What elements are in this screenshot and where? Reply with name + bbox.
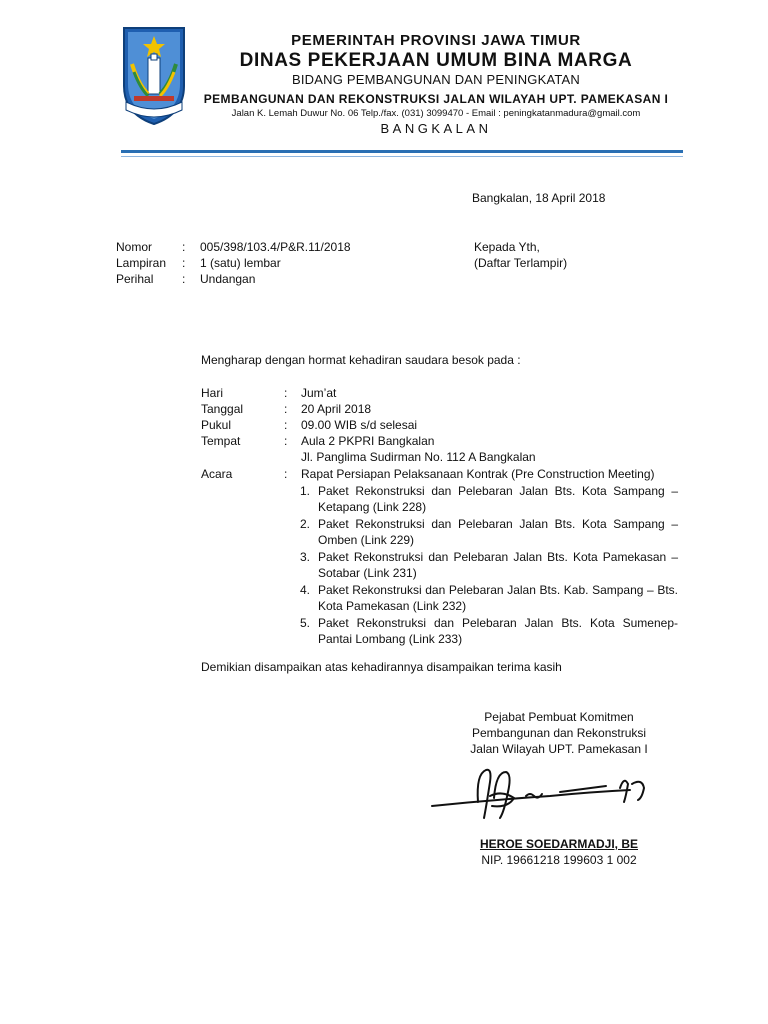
meta-value-lampiran: 1 (satu) lembar <box>200 256 281 270</box>
signer-nip: NIP. 19661218 199603 1 002 <box>481 853 637 867</box>
agenda-item-text: Paket Rekonstruksi dan Pelebaran Jalan Bts. Kab. Sampang – Bts. Kota Pamekasan (Link 232) <box>318 583 678 613</box>
detail-value-tempat-address: Jl. Panglima Sudirman No. 112 A Bangkalan <box>301 450 536 464</box>
letterhead-address: Jalan K. Lemah Duwur No. 06 Telp./fax. (031) 3099470 - Email : peningkatanmadura@gmail.com <box>231 108 641 119</box>
body-intro: Mengharap dengan hormat kehadiran saudara besok pada : <box>201 353 521 367</box>
agenda-item <box>300 516 678 548</box>
detail-colon: : <box>284 434 288 448</box>
agenda-item-text: Paket Rekonstruksi dan Pelebaran Jalan Bts. Kota Sampang – Omben (Link 229) <box>318 517 678 547</box>
detail-value-tanggal: 20 April 2018 <box>301 402 372 416</box>
detail-colon: : <box>284 467 288 481</box>
agenda-item <box>300 582 678 614</box>
detail-label-tanggal: Tanggal <box>201 402 244 416</box>
detail-colon: : <box>284 418 288 432</box>
detail-label-acara: Acara <box>201 467 233 481</box>
letter-date: Bangkalan, 18 April 2018 <box>472 191 606 205</box>
detail-value-acara: Rapat Persiapan Pelaksanaan Kontrak (Pre Construction Meeting) <box>301 467 655 481</box>
meta-colon: : <box>182 256 186 270</box>
agenda-item-text: Paket Rekonstruksi dan Pelebaran Jalan Bts. Kota Sumenep-Pantai Lombang (Link 233) <box>318 616 678 646</box>
handwritten-signature <box>430 762 658 830</box>
signer-title-line1: Pejabat Pembuat Komitmen <box>484 710 634 724</box>
meta-colon: : <box>182 240 186 254</box>
meta-value-nomor: 005/398/103.4/P&R.11/2018 <box>200 240 351 254</box>
letterhead-divider-thin <box>121 156 683 157</box>
detail-colon: : <box>284 386 288 400</box>
meta-colon: : <box>182 272 186 286</box>
closing-sentence: Demikian disampaikan atas kehadirannya disampaikan terima kasih <box>201 660 562 674</box>
letterhead-divider-thick <box>121 150 683 153</box>
detail-value-hari: Jum’at <box>301 386 337 400</box>
east-java-emblem-logo <box>118 24 190 128</box>
agenda-item-number: 3. <box>300 550 311 564</box>
recipient-list: (Daftar Terlampir) <box>474 256 568 270</box>
agenda-item <box>300 615 678 647</box>
agenda-list <box>300 483 678 648</box>
meta-value-perihal: Undangan <box>200 272 256 286</box>
detail-label-tempat: Tempat <box>201 434 241 448</box>
detail-value-tempat: Aula 2 PKPRI Bangkalan <box>301 434 435 448</box>
recipient-salutation: Kepada Yth, <box>474 240 540 254</box>
signer-title-line3: Jalan Wilayah UPT. Pamekasan I <box>470 742 648 756</box>
detail-label-pukul: Pukul <box>201 418 232 432</box>
meta-label-perihal: Perihal <box>116 272 154 286</box>
agenda-item-number: 5. <box>300 616 311 630</box>
signer-title-line2: Pembangunan dan Rekonstruksi <box>471 726 647 740</box>
agenda-item-number: 2. <box>300 517 311 531</box>
meta-label-lampiran: Lampiran <box>116 256 167 270</box>
agenda-item <box>300 549 678 581</box>
agenda-item-number: 1. <box>300 484 311 498</box>
letterhead-unit: PEMBANGUNAN DAN REKONSTRUKSI JALAN WILAYAH UPT. PAMEKASAN I <box>203 92 669 106</box>
agenda-item-text: Paket Rekonstruksi dan Pelebaran Jalan Bts. Kota Pamekasan – Sotabar (Link 231) <box>318 550 678 580</box>
signer-name: HEROE SOEDARMADJI, BE <box>479 837 639 851</box>
agenda-item-text: Paket Rekonstruksi dan Pelebaran Jalan Bts. Kota Sampang – Ketapang (Link 228) <box>318 484 678 514</box>
agenda-item <box>300 483 678 515</box>
letterhead-city: BANGKALAN <box>380 121 492 136</box>
letterhead-government-name: PEMERINTAH PROVINSI JAWA TIMUR <box>291 32 581 49</box>
letterhead-agency-name: DINAS PEKERJAAN UMUM BINA MARGA <box>239 50 633 71</box>
agenda-item-number: 4. <box>300 583 311 597</box>
detail-colon: : <box>284 402 288 416</box>
detail-label-hari: Hari <box>201 386 224 400</box>
detail-value-pukul: 09.00 WIB s/d selesai <box>301 418 418 432</box>
letterhead-division: BIDANG PEMBANGUNAN DAN PENINGKATAN <box>291 72 581 87</box>
meta-label-nomor: Nomor <box>116 240 153 254</box>
